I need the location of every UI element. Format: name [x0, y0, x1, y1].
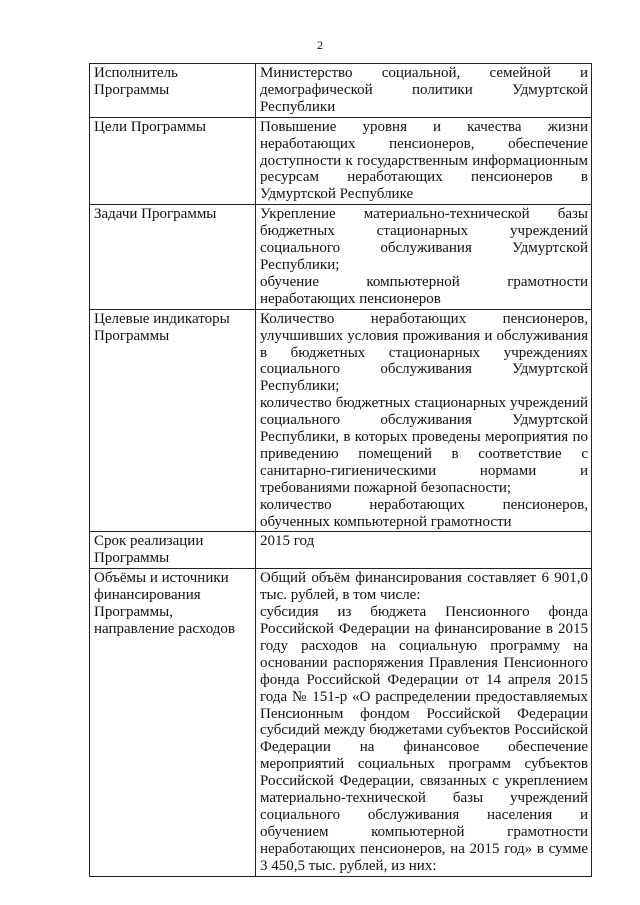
row-value — [256, 569, 592, 876]
label-line: Программы — [94, 550, 170, 567]
table-row-executor — [90, 64, 592, 118]
value-paragraph: Министерство социальной, семейной и демографической политики Удмуртской Республики — [260, 65, 588, 115]
row-label — [90, 309, 256, 532]
table-row-tasks — [90, 205, 592, 309]
table-row-indicators — [90, 309, 592, 532]
label-line: Исполнитель — [94, 65, 178, 81]
label-line: Цели Программы — [94, 118, 206, 135]
label-line: Программы, — [94, 604, 173, 621]
row-value — [256, 117, 592, 205]
value-paragraph: Укрепление материально-технической базы бюджетных стационарных учреждений социального обслуживания Удмуртской Республики; — [260, 206, 588, 273]
value-paragraph: количество бюджетных стационарных учреждений социального обслуживания Удмуртской Республики, в которых проведены мероприятия по приведению помещений в соответствие с санитарно-гигиеническими нормами и требованиями пожарной безопасности; — [260, 395, 588, 496]
program-passport-table — [89, 63, 592, 877]
table-row-period — [90, 532, 592, 569]
table-row-goals — [90, 117, 592, 205]
label-line: Программы — [94, 327, 170, 344]
value-paragraph: 2015 год — [260, 533, 315, 550]
label-line: Объёмы и источники — [94, 570, 229, 587]
table-row-funding — [90, 569, 592, 876]
page-number: 2 — [317, 38, 323, 52]
row-label — [90, 205, 256, 309]
label-line: Программы — [94, 81, 170, 98]
row-value — [256, 532, 592, 569]
row-value — [256, 205, 592, 309]
row-label — [90, 64, 256, 118]
value-paragraph: обучение компьютерной грамотности неработающих пенсионеров — [260, 273, 588, 307]
value-paragraph: Количество неработающих пенсионеров, улучшивших условия проживания и обслуживания в бюджетных стационарных учреждениях социального обслуживания Удмуртской Республики; — [260, 310, 588, 395]
label-line: Срок реализации — [94, 533, 204, 550]
row-value — [256, 309, 592, 532]
value-paragraph: количество неработающих пенсионеров, обученных компьютерной грамотности — [260, 496, 588, 530]
row-label — [90, 569, 256, 876]
row-value — [256, 64, 592, 118]
row-label — [90, 532, 256, 569]
value-paragraph: Повышение уровня и качества жизни неработающих пенсионеров, обеспечение доступности к государственным информационным ресурсам неработающих пенсионеров в Удмуртской Республике — [260, 118, 588, 203]
value-paragraph: субсидия из бюджета Пенсионного фонда Российской Федерации на финансирование в 2015 году расходов на социальную программу на основании распоряжения Правления Пенсионного фонда Российской Федерации от 14 апреля 2015 года № 151-р «О распределении предоставляемых Пенсионным фондом Российской Федерации субсидий между бюджетами субъектов Российской Федерации на финансовое обеспечение мероприятий социальных программ субъектов Российской Федерации, связанных с укреплением материально-технической базы учреждений социального обслуживания населения и обучением компьютерной грамотности неработающих пенсионеров, на 2015 год» в сумме 3 450,5 тыс. рублей, из них: — [260, 604, 588, 874]
row-label — [90, 117, 256, 205]
label-line: Задачи Программы — [94, 206, 217, 223]
label-line: направление расходов — [94, 621, 235, 637]
value-paragraph: Общий объём финансирования составляет 6 901,0 тыс. рублей, в том числе: — [260, 570, 588, 604]
label-line: финансирования — [94, 587, 201, 604]
label-line: Целевые индикаторы — [94, 310, 230, 327]
